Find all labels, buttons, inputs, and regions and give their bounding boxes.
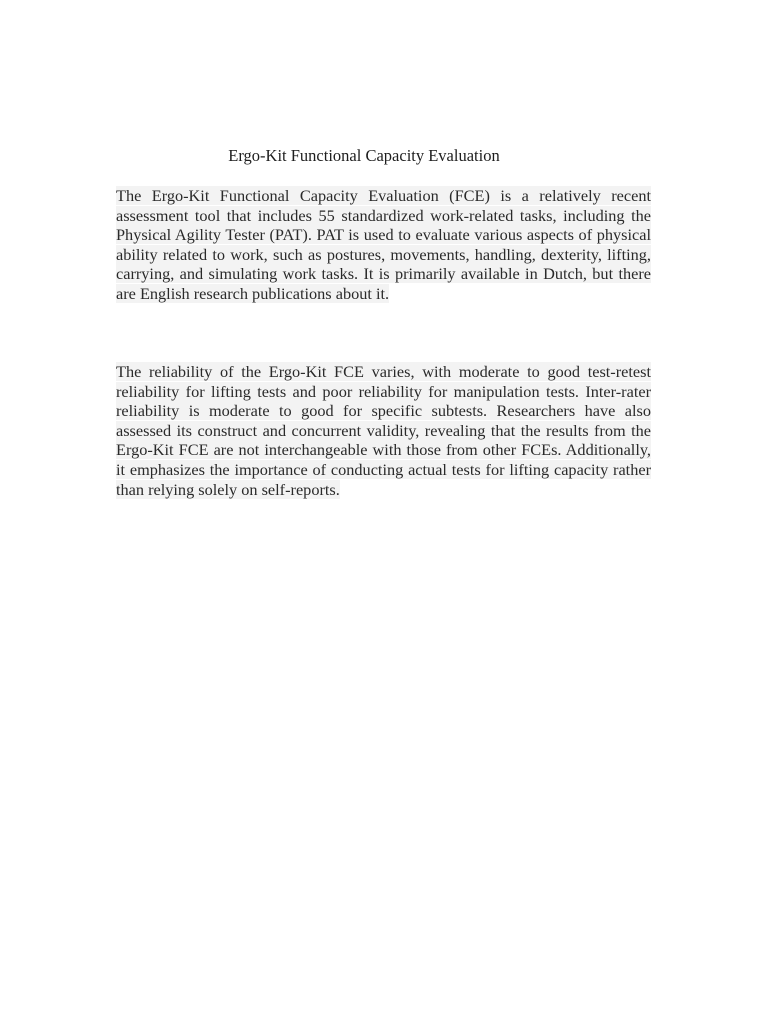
paragraph-intro [116, 186, 651, 304]
paragraph-reliability-text: The reliability of the Ergo-Kit FCE varies, with moderate to good test-retest reliability for lifting tests and poor reliability for manipulation tests. Inter-rater reliability is moderate to good for specific subtests. Researchers have also assessed its construct and concurrent validity, revealing that the results from the Ergo-Kit FCE are not interchangeable with those from other FCEs. Additionally, it emphasizes the importance of conducting actual tests for lifting capacity rather than relying solely on self-reports. [116, 362, 651, 499]
paragraph-reliability [116, 362, 651, 499]
document-title: Ergo-Kit Functional Capacity Evaluation [228, 146, 500, 165]
paragraph-intro-text: The Ergo-Kit Functional Capacity Evaluation (FCE) is a relatively recent assessment tool that includes 55 standardized work-related tasks, including the Physical Agility Tester (PAT). PAT is used to evaluate various aspects of physical ability related to work, such as postures, movements, handling, dexterity, lifting, carrying, and simulating work tasks. It is primarily available in Dutch, but there are English research publications about it. [116, 186, 651, 303]
